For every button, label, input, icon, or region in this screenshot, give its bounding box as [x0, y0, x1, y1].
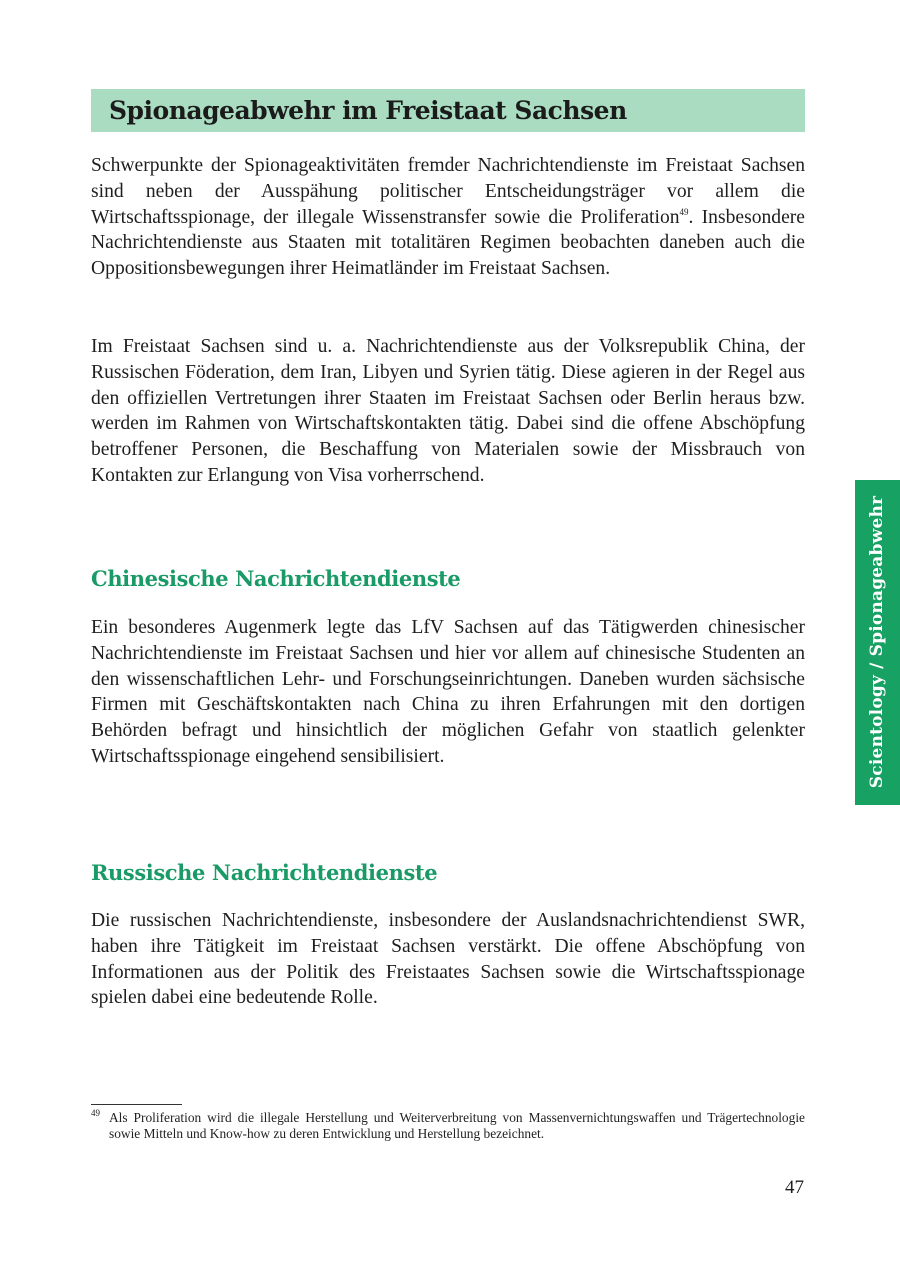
intro-paragraph-1-text: Schwerpunkte der Spionageaktivitäten fremder Nachrichtendienste im Freistaat Sachsen sind neben der Ausspähung politischer Entscheidungsträger vor allem die Wirtschaftsspionage, der illegale Wissenstransfer sowie die Proliferation: [91, 155, 805, 228]
intro-paragraph-1-text-continued: . Insbesondere Nachrichtendienste aus Staaten mit totalitären Regimen beobachten daneben auch die Oppositionsbewegungen ihrer Heimatländer im Freistaat Sachsen.: [91, 206, 806, 280]
chapter-side-tab-label: Scientology / Spionageabwehr: [867, 495, 887, 789]
russian-paragraph: Die russischen Nachrichtendienste, insbesondere der Auslandsnachrichtendienst SWR, haben ihre Tätigkeit im Freistaat Sachsen verstärkt. Die offene Abschöpfung von Informationen aus der Politik des Freistaates Sachsen sowie die Wirtschaftsspionage spielen dabei eine bedeutende Rolle.: [91, 910, 805, 1009]
footnote-divider: [91, 1104, 182, 1105]
intro-paragraph-2: Im Freistaat Sachsen sind u. a. Nachrichtendienste aus der Volksrepublik China, der Russischen Föderation, dem Iran, Libyen und Syrien tätig. Diese agieren in der Regel aus den offiziellen Vertretungen ihrer Staaten im Freistaat Sachsen oder Berlin heraus bzw. werden im Rahmen von Wirtschaftskontakten tätig. Dabei sind die offene Abschöpfung betroffener Personen, die Beschaffung von Materialen sowie der Missbrauch von Kontakten zur Erlangung von Visa vorherrschend.: [91, 336, 805, 486]
footnote: [91, 1110, 805, 1142]
section-title: Spionageabwehr im Freistaat Sachsen: [109, 96, 627, 125]
heading-chinese-services: Chinesische Nachrichtendienste: [91, 566, 461, 591]
footnote-reference[interactable]: 49: [679, 206, 689, 217]
heading-russian-services: Russische Nachrichtendienste: [91, 860, 438, 885]
footnote-text: Als Proliferation wird die illegale Herstellung und Weiterverbreitung von Massenvernichtungswaffen und Trägertechnologie sowie Mitteln und Know-how zu deren Entwicklung und Herstellung bezeichnet.: [109, 1110, 805, 1141]
intro-paragraph-1: [91, 153, 805, 282]
section-title-bar: [91, 89, 805, 132]
footnote-number: 49: [91, 1108, 100, 1118]
chapter-side-tab[interactable]: [855, 480, 900, 805]
chinese-paragraph: Ein besonderes Augenmerk legte das LfV Sachsen auf das Tätigwerden chinesischer Nachrichtendienste im Freistaat Sachsen und hier vor allem auf chinesische Studenten an den wissenschaftlichen Lehr- und Forschungseinrichtungen. Daneben wurden sächsische Firmen mit Geschäftskontakten nach China zu ihren Erfahrungen mit den dortigen Behörden befragt und hinsichtlich der möglichen Gefahr von staatlich gelenkter Wirtschaftsspionage eingehend sensibilisiert.: [91, 617, 805, 767]
page-number: 47: [785, 1177, 804, 1198]
